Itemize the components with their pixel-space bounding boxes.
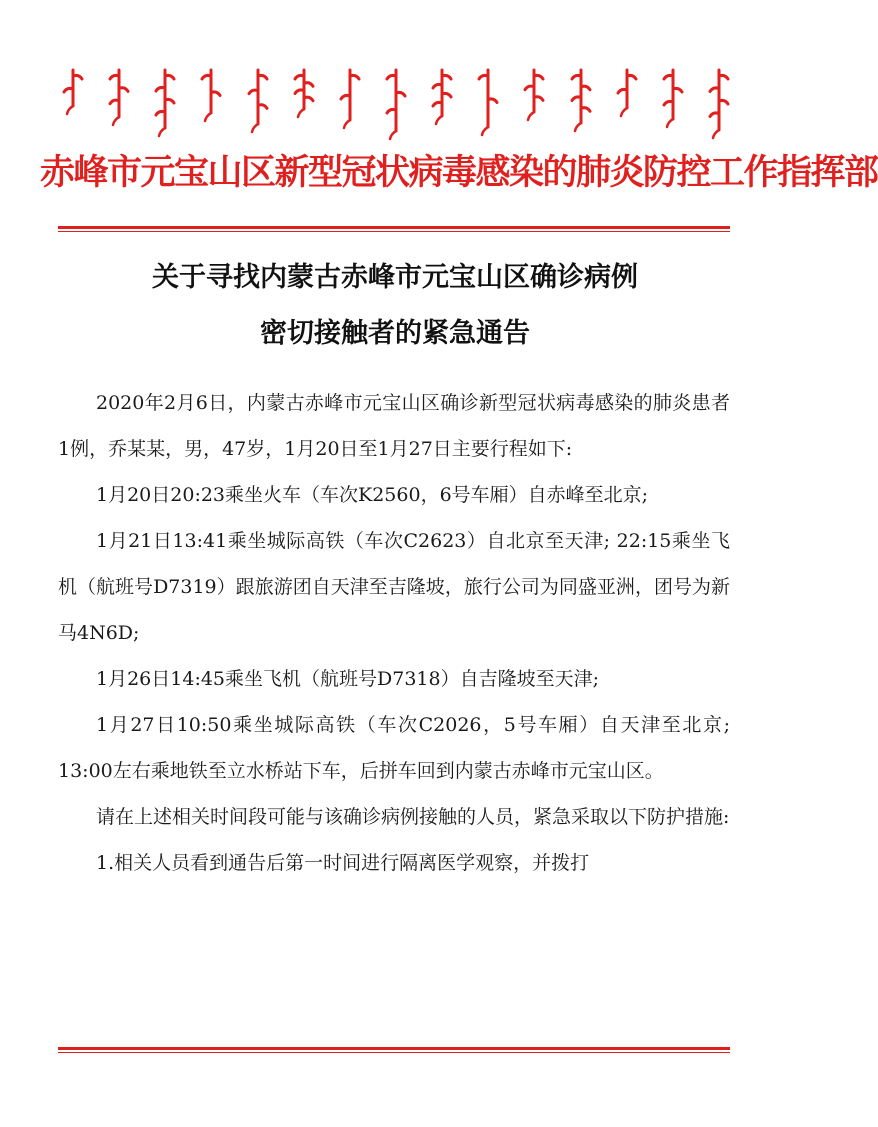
- body-paragraph: 2020年2月6日，内蒙古赤峰市元宝山区确诊新型冠状病毒感染的肺炎患者1例，乔某某，男，47岁，1月20日至1月27日主要行程如下:: [58, 392, 730, 460]
- mongolian-glyph: [570, 66, 592, 138]
- title-line-1: 关于寻找内蒙古赤峰市元宝山区确诊病例: [152, 262, 638, 293]
- mongolian-glyph: [108, 66, 130, 138]
- mongolian-glyph: [385, 66, 407, 138]
- body-paragraph: 1月20日20:23乘坐火车（车次K2560，6号车厢）自赤峰至北京;: [96, 484, 649, 506]
- mongolian-glyph: [708, 66, 730, 138]
- mongolian-glyph: [662, 66, 684, 138]
- mongolian-script-header: [62, 66, 730, 138]
- mongolian-glyph: [339, 66, 361, 138]
- mongolian-glyph: [431, 66, 453, 138]
- body-paragraph: 1月27日10:50乘坐城际高铁（车次C2026，5号车厢）自天津至北京; 13:00左右乘地铁至立水桥站下车，后拼车回到内蒙古赤峰市元宝山区。: [58, 714, 730, 782]
- footer-divider: [58, 1047, 730, 1050]
- mongolian-glyph: [616, 66, 638, 138]
- body-paragraph: 1.相关人员看到通告后第一时间进行隔离医学观察，并拨打: [96, 852, 590, 874]
- mongolian-glyph: [293, 66, 315, 138]
- notice-body: [58, 380, 730, 886]
- body-paragraph: 1月26日14:45乘坐飞机（航班号D7318）自吉隆坡至天津;: [96, 668, 600, 690]
- document-title: [60, 250, 730, 362]
- header-divider: [58, 226, 730, 229]
- body-paragraph: 1月21日13:41乘坐城际高铁（车次C2623）自北京至天津; 22:15乘坐飞机（航班号D7319）跟旅游团自天津至吉隆坡，旅行公司为同盛亚洲，团号为新马4N6D;: [58, 530, 730, 644]
- mongolian-glyph: [477, 66, 499, 138]
- organization-header: 赤峰市元宝山区新型冠状病毒感染的肺炎防控工作指挥部: [40, 153, 878, 193]
- mongolian-glyph: [62, 66, 84, 138]
- body-paragraph: 请在上述相关时间段可能与该确诊病例接触的人员，紧急采取以下防护措施:: [96, 806, 730, 828]
- mongolian-glyph: [523, 66, 545, 138]
- mongolian-glyph: [154, 66, 176, 138]
- mongolian-glyph: [247, 66, 269, 138]
- mongolian-glyph: [200, 66, 222, 138]
- title-line-2: 密切接触者的紧急通告: [260, 318, 530, 349]
